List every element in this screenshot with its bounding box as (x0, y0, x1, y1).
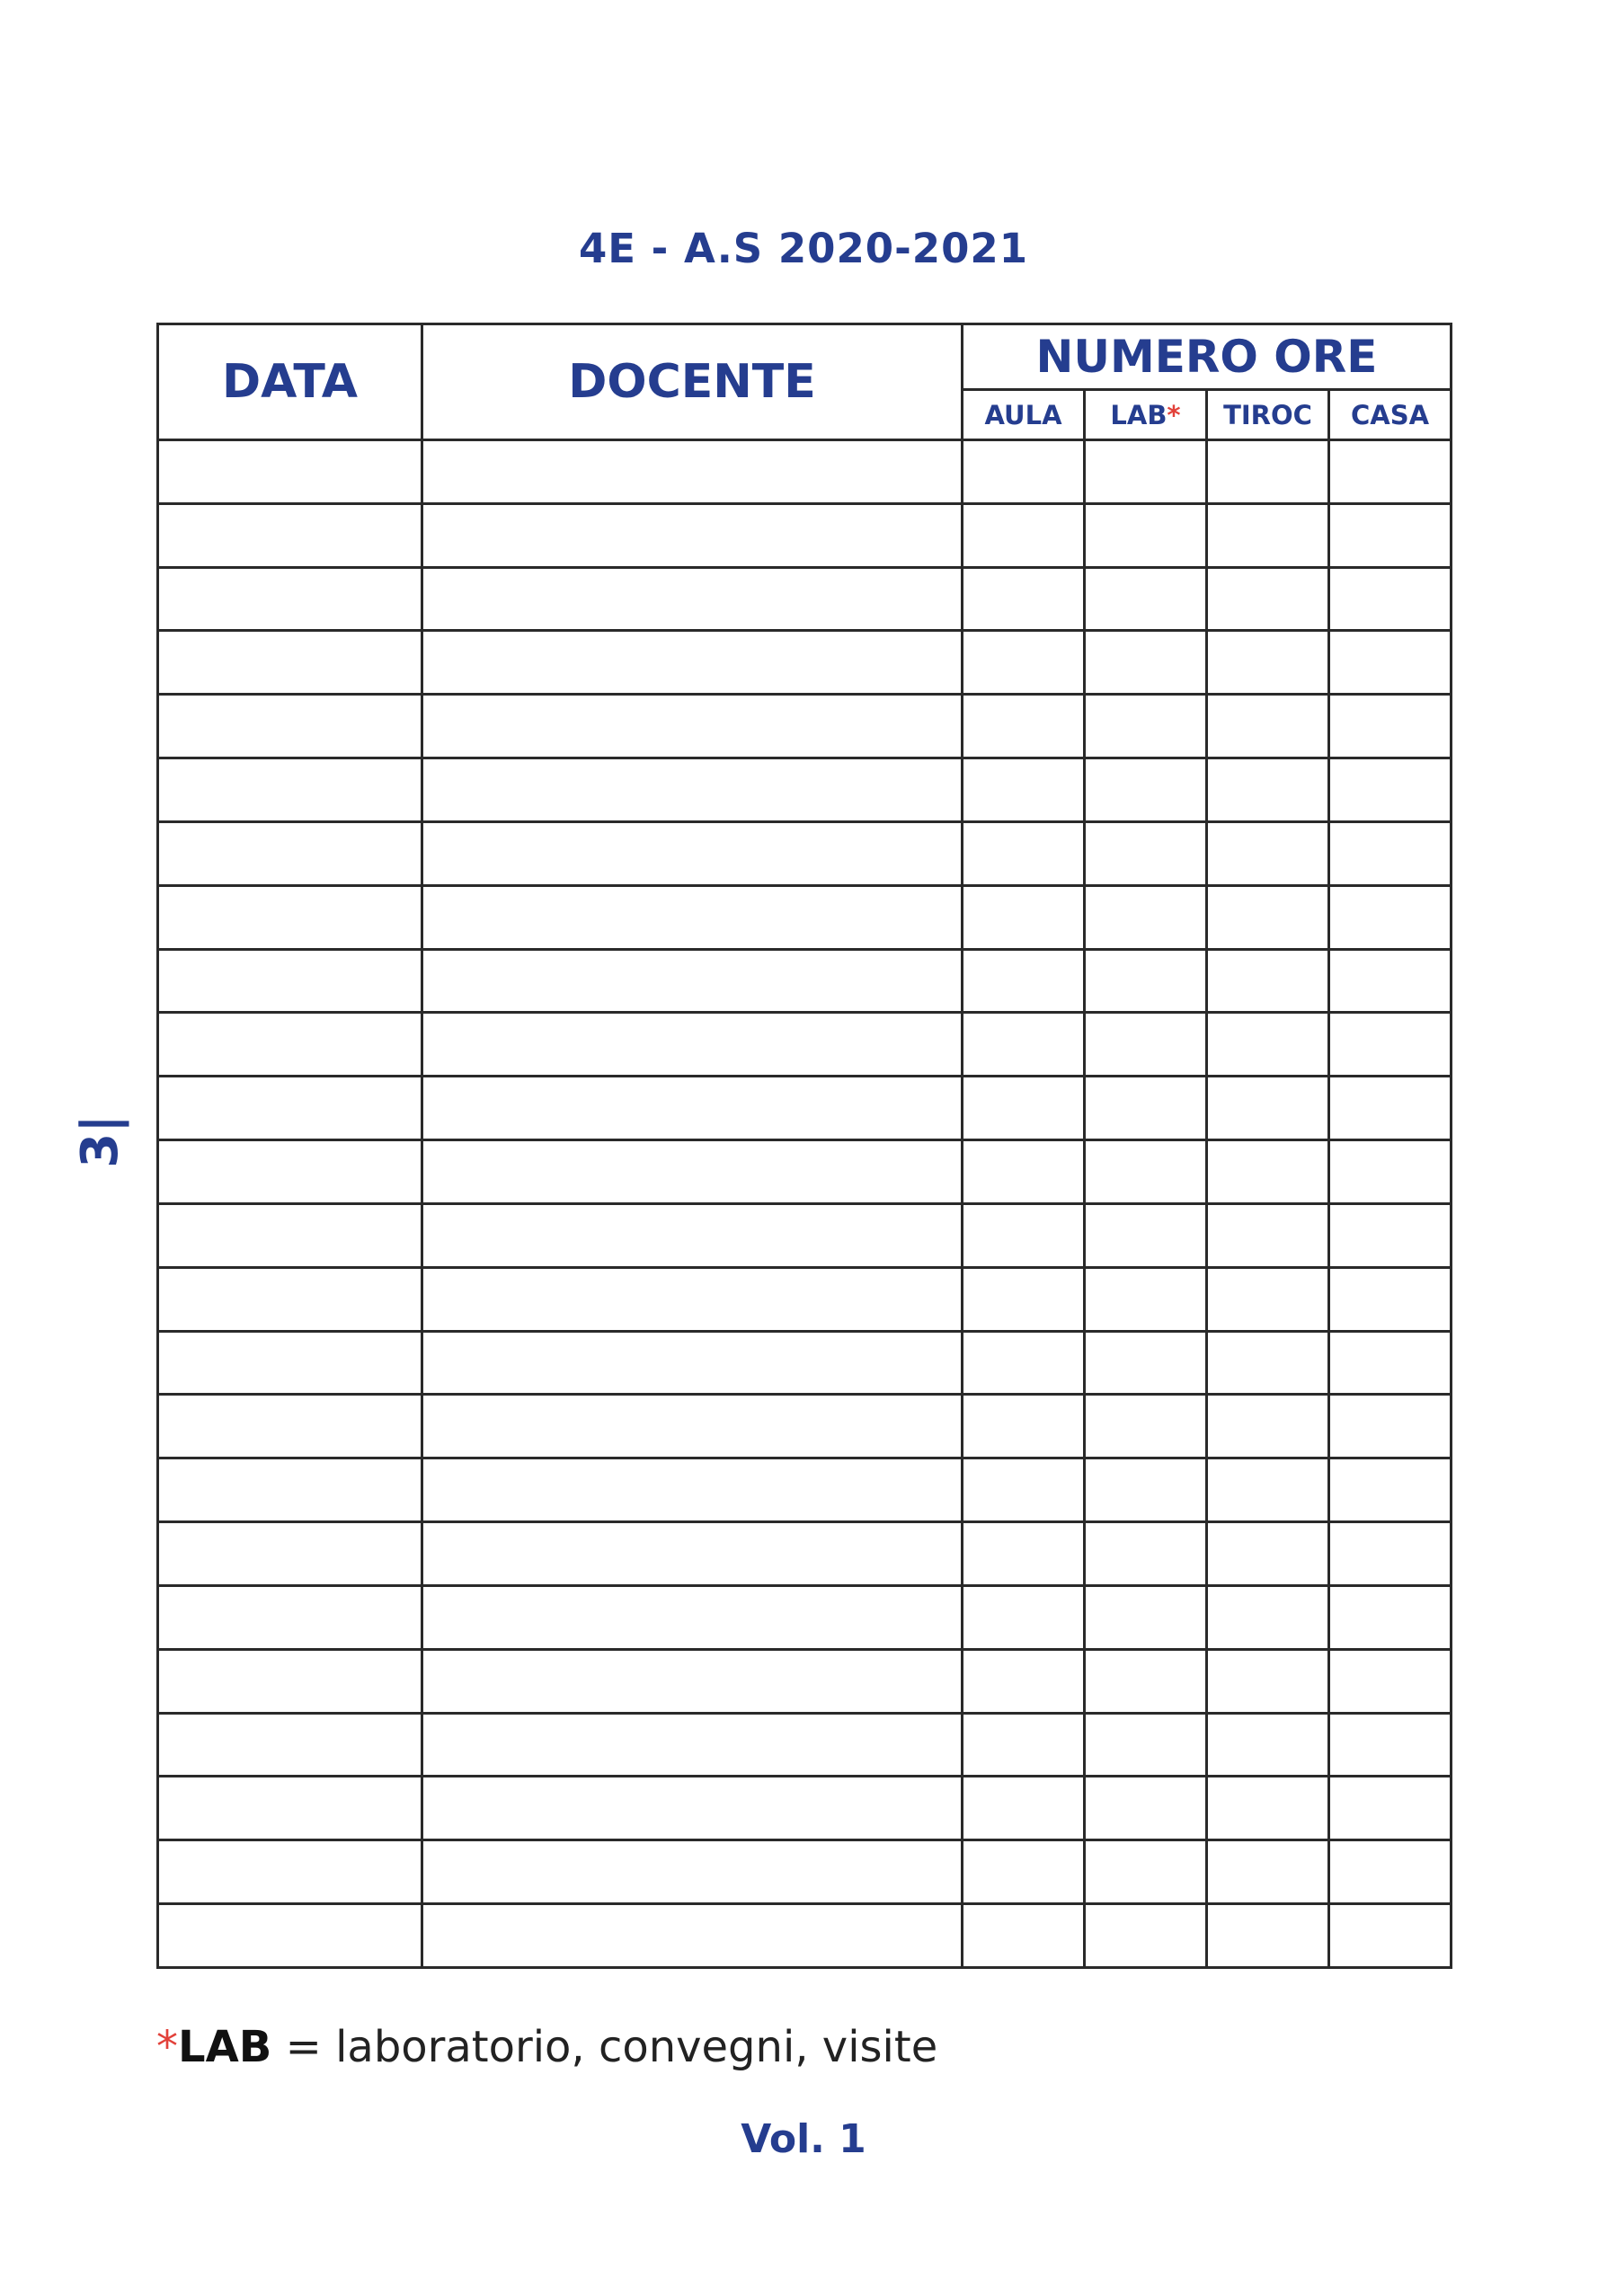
cell-lab[interactable] (1085, 1395, 1207, 1458)
cell-casa[interactable] (1329, 695, 1452, 758)
cell-lab[interactable] (1085, 1267, 1207, 1331)
cell-docente[interactable] (422, 1077, 963, 1140)
cell-lab[interactable] (1085, 1649, 1207, 1713)
cell-lab[interactable] (1085, 1077, 1207, 1140)
cell-casa[interactable] (1329, 758, 1452, 822)
table-row (158, 1077, 1452, 1140)
cell-docente[interactable] (422, 1013, 963, 1077)
cell-aula[interactable] (963, 1331, 1085, 1395)
cell-data[interactable] (158, 1267, 422, 1331)
table-row (158, 1395, 1452, 1458)
table-row (158, 1840, 1452, 1904)
cell-lab[interactable] (1085, 695, 1207, 758)
cell-tiroc[interactable] (1207, 1331, 1329, 1395)
cell-data[interactable] (158, 1395, 422, 1458)
table-row (158, 1267, 1452, 1331)
cell-casa[interactable] (1329, 1458, 1452, 1522)
cell-aula[interactable] (963, 1522, 1085, 1586)
table-row (158, 885, 1452, 949)
cell-lab[interactable] (1085, 631, 1207, 695)
cell-data[interactable] (158, 1777, 422, 1840)
table-row (158, 503, 1452, 567)
cell-lab[interactable] (1085, 1777, 1207, 1840)
header-numero-ore: NUMERO ORE (963, 324, 1452, 390)
cell-lab[interactable] (1085, 1840, 1207, 1904)
cell-lab[interactable] (1085, 1458, 1207, 1522)
table-row (158, 1458, 1452, 1522)
cell-lab[interactable] (1085, 1331, 1207, 1395)
cell-data[interactable] (158, 1331, 422, 1395)
cell-casa[interactable] (1329, 1140, 1452, 1204)
cell-aula[interactable] (963, 1203, 1085, 1267)
cell-aula[interactable] (963, 1585, 1085, 1649)
cell-lab[interactable] (1085, 1713, 1207, 1777)
cell-aula[interactable] (963, 1713, 1085, 1777)
header-lab-asterisk: * (1167, 399, 1181, 430)
cell-casa[interactable] (1329, 1649, 1452, 1713)
cell-tiroc[interactable] (1207, 1267, 1329, 1331)
cell-aula[interactable] (963, 1649, 1085, 1713)
cell-tiroc[interactable] (1207, 440, 1329, 504)
cell-data[interactable] (158, 1077, 422, 1140)
cell-data[interactable] (158, 1458, 422, 1522)
header-tiroc: TIROC (1207, 390, 1329, 440)
table-row (158, 758, 1452, 822)
cell-data[interactable] (158, 1585, 422, 1649)
cell-aula[interactable] (963, 758, 1085, 822)
cell-data[interactable] (158, 1013, 422, 1077)
cell-docente[interactable] (422, 631, 963, 695)
cell-docente[interactable] (422, 949, 963, 1013)
cell-tiroc[interactable] (1207, 1458, 1329, 1522)
cell-tiroc[interactable] (1207, 1203, 1329, 1267)
cell-aula[interactable] (963, 1140, 1085, 1204)
page-title: 4E - A.S 2020-2021 (578, 225, 1029, 272)
cell-aula[interactable] (963, 695, 1085, 758)
cell-docente[interactable] (422, 695, 963, 758)
cell-tiroc[interactable] (1207, 1904, 1329, 1968)
footnote-term: LAB (178, 2022, 272, 2072)
cell-docente[interactable] (422, 1395, 963, 1458)
cell-tiroc[interactable] (1207, 1140, 1329, 1204)
cell-aula[interactable] (963, 885, 1085, 949)
table-row (158, 1713, 1452, 1777)
cell-tiroc[interactable] (1207, 821, 1329, 885)
table-row (158, 1585, 1452, 1649)
cell-lab[interactable] (1085, 567, 1207, 631)
table-row (158, 1331, 1452, 1395)
cell-aula[interactable] (963, 821, 1085, 885)
cell-casa[interactable] (1329, 440, 1452, 504)
cell-aula[interactable] (963, 1395, 1085, 1458)
table-row (158, 1649, 1452, 1713)
footnote-definition: = laboratorio, convegni, visite (271, 2022, 938, 2072)
cell-tiroc[interactable] (1207, 503, 1329, 567)
cell-data[interactable] (158, 440, 422, 504)
cell-tiroc[interactable] (1207, 1713, 1329, 1777)
cell-docente[interactable] (422, 1649, 963, 1713)
table-row (158, 695, 1452, 758)
header-data: DATA (158, 324, 422, 440)
cell-aula[interactable] (963, 1777, 1085, 1840)
cell-docente[interactable] (422, 1458, 963, 1522)
cell-docente[interactable] (422, 1713, 963, 1777)
cell-tiroc[interactable] (1207, 1013, 1329, 1077)
cell-data[interactable] (158, 1140, 422, 1204)
cell-casa[interactable] (1329, 1267, 1452, 1331)
cell-data[interactable] (158, 1649, 422, 1713)
cell-casa[interactable] (1329, 1077, 1452, 1140)
cell-lab[interactable] (1085, 821, 1207, 885)
cell-docente[interactable] (422, 821, 963, 885)
cell-docente[interactable] (422, 885, 963, 949)
header-lab-label: LAB (1110, 399, 1168, 430)
cell-casa[interactable] (1329, 503, 1452, 567)
cell-docente[interactable] (422, 1140, 963, 1204)
table-row (158, 1522, 1452, 1586)
cell-tiroc[interactable] (1207, 1840, 1329, 1904)
cell-lab[interactable] (1085, 1585, 1207, 1649)
cell-lab[interactable] (1085, 503, 1207, 567)
cell-lab[interactable] (1085, 1904, 1207, 1968)
cell-data[interactable] (158, 949, 422, 1013)
cell-tiroc[interactable] (1207, 1649, 1329, 1713)
cell-docente[interactable] (422, 567, 963, 631)
cell-data[interactable] (158, 503, 422, 567)
cell-docente[interactable] (422, 1522, 963, 1586)
cell-lab[interactable] (1085, 1522, 1207, 1586)
header-lab (1085, 390, 1207, 440)
cell-docente[interactable] (422, 1904, 963, 1968)
cell-lab[interactable] (1085, 885, 1207, 949)
table-row (158, 1904, 1452, 1968)
cell-lab[interactable] (1085, 758, 1207, 822)
footnote (156, 2022, 937, 2072)
cell-data[interactable] (158, 758, 422, 822)
table-row (158, 567, 1452, 631)
table-row (158, 1203, 1452, 1267)
cell-tiroc[interactable] (1207, 631, 1329, 695)
cell-tiroc[interactable] (1207, 1077, 1329, 1140)
cell-data[interactable] (158, 567, 422, 631)
table-row (158, 949, 1452, 1013)
header-docente: DOCENTE (422, 324, 963, 440)
cell-aula[interactable] (963, 1840, 1085, 1904)
cell-data[interactable] (158, 885, 422, 949)
cell-aula[interactable] (963, 1904, 1085, 1968)
cell-tiroc[interactable] (1207, 1777, 1329, 1840)
cell-data[interactable] (158, 1203, 422, 1267)
cell-aula[interactable] (963, 1077, 1085, 1140)
cell-aula[interactable] (963, 440, 1085, 504)
table-row (158, 440, 1452, 504)
cell-casa[interactable] (1329, 631, 1452, 695)
cell-casa[interactable] (1329, 885, 1452, 949)
table-row (158, 1777, 1452, 1840)
cell-tiroc[interactable] (1207, 1585, 1329, 1649)
cell-tiroc[interactable] (1207, 695, 1329, 758)
header-casa: CASA (1329, 390, 1452, 440)
cell-aula[interactable] (963, 503, 1085, 567)
cell-casa[interactable] (1329, 1331, 1452, 1395)
cell-tiroc[interactable] (1207, 567, 1329, 631)
cell-casa[interactable] (1329, 821, 1452, 885)
cell-lab[interactable] (1085, 1013, 1207, 1077)
header-aula: AULA (963, 390, 1085, 440)
cell-data[interactable] (158, 1522, 422, 1586)
cell-docente[interactable] (422, 1585, 963, 1649)
table-row (158, 821, 1452, 885)
cell-docente[interactable] (422, 503, 963, 567)
cell-docente[interactable] (422, 1203, 963, 1267)
cell-casa[interactable] (1329, 1395, 1452, 1458)
cell-aula[interactable] (963, 1458, 1085, 1522)
cell-lab[interactable] (1085, 440, 1207, 504)
cell-data[interactable] (158, 1713, 422, 1777)
volume-label: Vol. 1 (741, 2116, 866, 2162)
cell-data[interactable] (158, 1904, 422, 1968)
cell-docente[interactable] (422, 758, 963, 822)
cell-docente[interactable] (422, 1331, 963, 1395)
cell-docente[interactable] (422, 440, 963, 504)
table-row (158, 1140, 1452, 1204)
cell-casa[interactable] (1329, 1840, 1452, 1904)
footnote-asterisk: * (156, 2022, 178, 2072)
register-table (156, 323, 1452, 1969)
cell-tiroc[interactable] (1207, 758, 1329, 822)
cell-casa[interactable] (1329, 1904, 1452, 1968)
cell-data[interactable] (158, 821, 422, 885)
cell-casa[interactable] (1329, 1777, 1452, 1840)
cell-data[interactable] (158, 695, 422, 758)
cell-lab[interactable] (1085, 1140, 1207, 1204)
cell-casa[interactable] (1329, 567, 1452, 631)
cell-lab[interactable] (1085, 949, 1207, 1013)
cell-aula[interactable] (963, 631, 1085, 695)
cell-casa[interactable] (1329, 1013, 1452, 1077)
table-row (158, 631, 1452, 695)
cell-tiroc[interactable] (1207, 1395, 1329, 1458)
cell-tiroc[interactable] (1207, 949, 1329, 1013)
cell-aula[interactable] (963, 1267, 1085, 1331)
cell-casa[interactable] (1329, 1203, 1452, 1267)
cell-lab[interactable] (1085, 1203, 1207, 1267)
cell-tiroc[interactable] (1207, 885, 1329, 949)
side-page-number: 3| (71, 1114, 129, 1168)
cell-aula[interactable] (963, 1013, 1085, 1077)
cell-casa[interactable] (1329, 1713, 1452, 1777)
table-row (158, 1013, 1452, 1077)
cell-aula[interactable] (963, 949, 1085, 1013)
cell-docente[interactable] (422, 1267, 963, 1331)
cell-casa[interactable] (1329, 1522, 1452, 1586)
cell-data[interactable] (158, 631, 422, 695)
cell-docente[interactable] (422, 1777, 963, 1840)
cell-casa[interactable] (1329, 1585, 1452, 1649)
register-body (158, 440, 1452, 1968)
cell-docente[interactable] (422, 1840, 963, 1904)
cell-aula[interactable] (963, 567, 1085, 631)
cell-casa[interactable] (1329, 949, 1452, 1013)
cell-data[interactable] (158, 1840, 422, 1904)
cell-tiroc[interactable] (1207, 1522, 1329, 1586)
